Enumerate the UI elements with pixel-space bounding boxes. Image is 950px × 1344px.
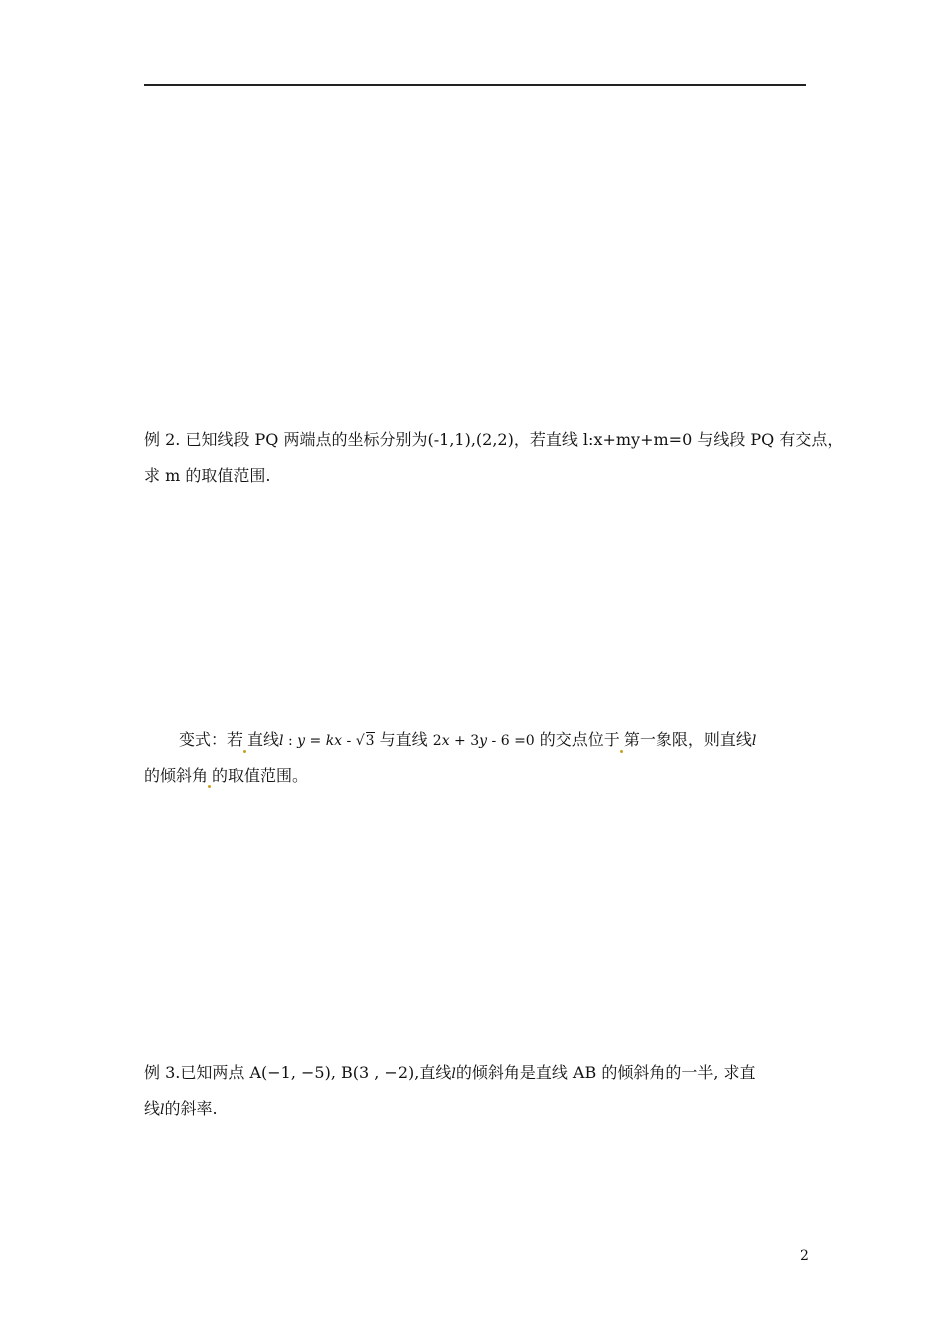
example-3-line-2: 线l的斜率. bbox=[144, 1099, 218, 1118]
edit-mark-icon bbox=[243, 750, 246, 753]
variant-intro: 变式：若 bbox=[179, 730, 244, 749]
variant-exercise bbox=[144, 722, 816, 794]
example-3 bbox=[144, 1055, 816, 1127]
variant-quadrant: 第一象限，则直线 bbox=[623, 730, 752, 749]
variant-line-1 bbox=[144, 722, 816, 758]
second-line-equation: 2x + 3y - 6 =0 bbox=[432, 733, 535, 749]
example-2-line-2: 求 m 的取值范围. bbox=[144, 466, 271, 485]
example-3-line-1: 例 3.已知两点 A(−1, −5), B(3 , −2),直线l的倾斜角是直线 AB 的倾斜角的一半, 求直 bbox=[144, 1063, 756, 1082]
line-l-symbol: l bbox=[160, 1102, 165, 1118]
sqrt-icon: √ bbox=[355, 733, 365, 749]
variant-intro-2: 直线 bbox=[247, 730, 280, 749]
line-l-symbol: l bbox=[751, 733, 757, 749]
edit-mark-icon bbox=[208, 785, 211, 788]
variant-after-eq: 的交点位于 bbox=[534, 730, 620, 749]
header-rule bbox=[144, 84, 806, 86]
example-2 bbox=[144, 422, 844, 494]
page-number: 2 bbox=[800, 1248, 809, 1264]
variant-with-line: 与直线 bbox=[374, 730, 433, 749]
edit-mark-icon bbox=[620, 750, 623, 753]
variant-line-2: 的倾斜角 的取值范围。 bbox=[144, 758, 816, 794]
example-2-line-1: 例 2. 已知线段 PQ 两端点的坐标分别为(-1,1),(2,2)，若直线 l:x+my+m=0 与线段 PQ 有交点， bbox=[144, 430, 844, 449]
line-l-equation: l : y = kx - √3 bbox=[279, 733, 375, 749]
line-l-symbol: l bbox=[451, 1066, 456, 1082]
